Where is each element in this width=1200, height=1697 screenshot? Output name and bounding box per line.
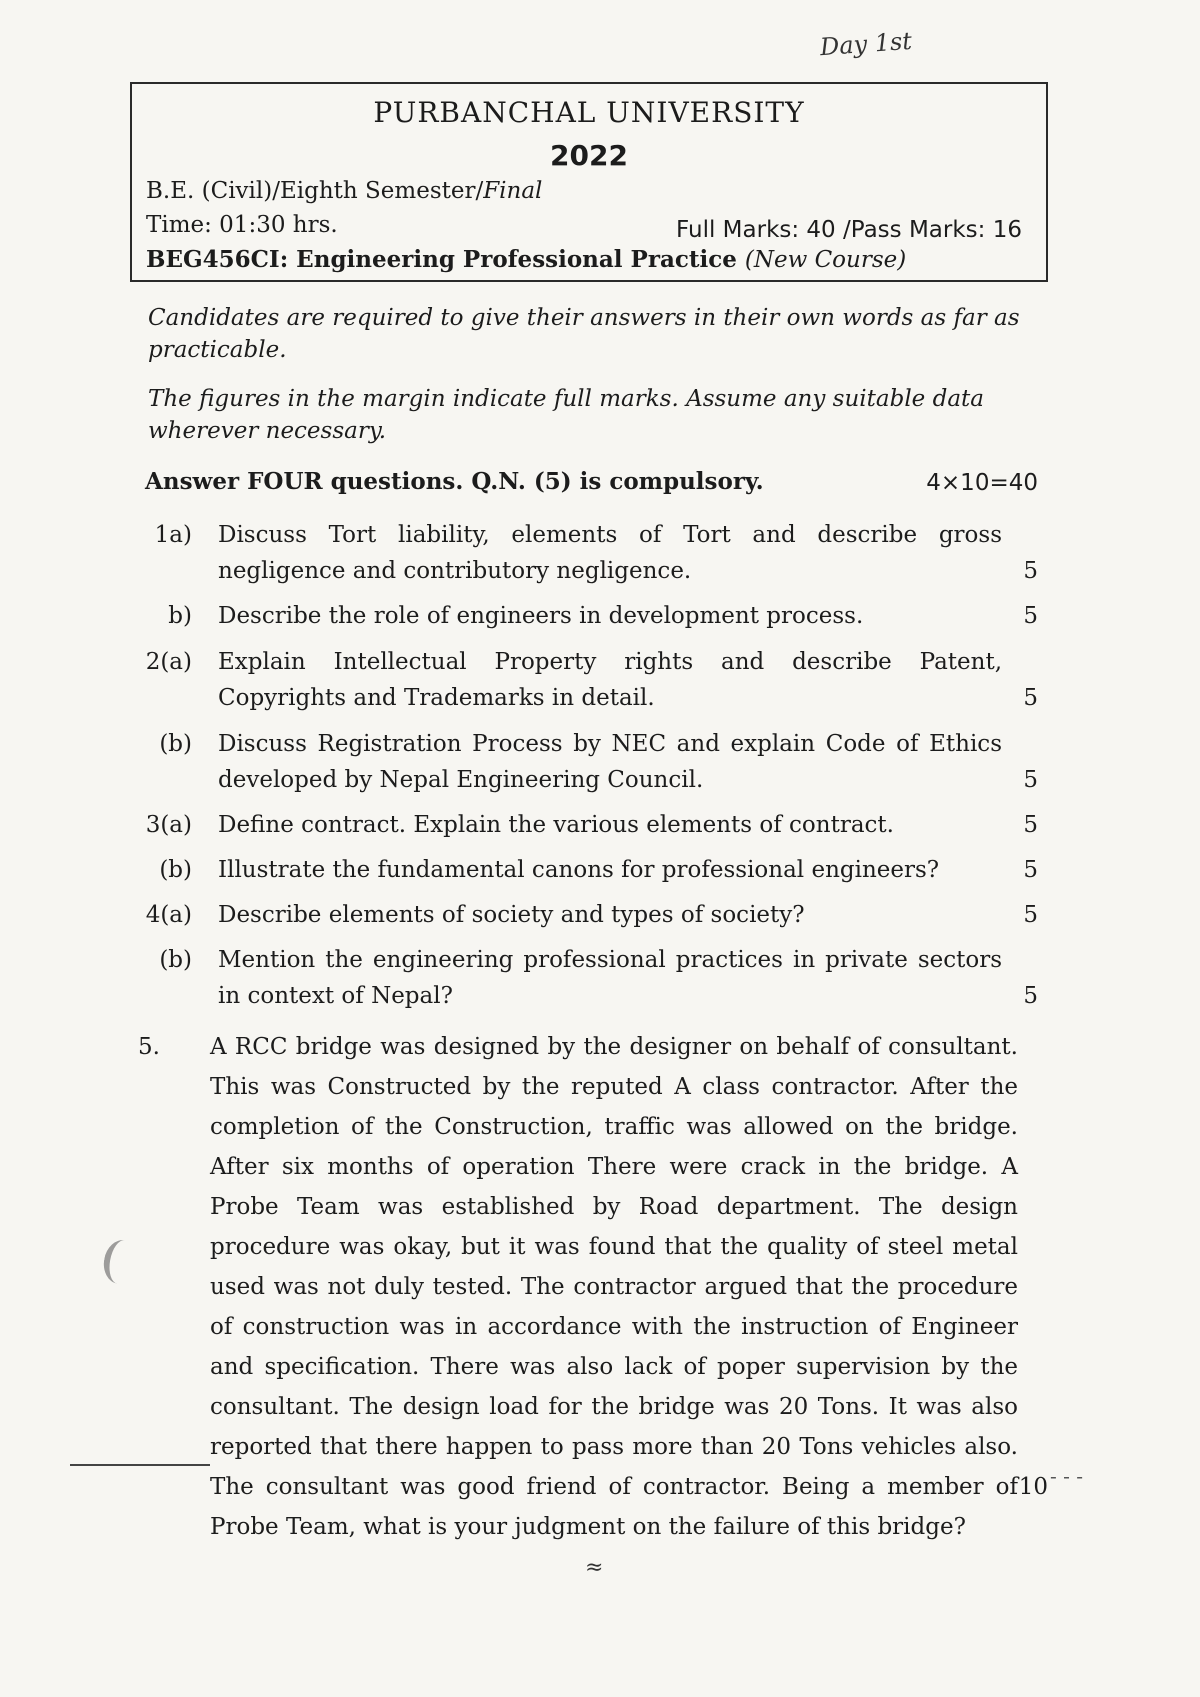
question-marks: 5 [1023, 902, 1038, 928]
question-4a [130, 897, 1038, 933]
handwritten-note: Day 1st [819, 26, 913, 62]
question-4b [130, 942, 1038, 1014]
answer-label: Answer FOUR questions. Q.N. (5) is compulsory. [145, 468, 764, 495]
marks-info: Full Marks: 40 /Pass Marks: 16 [676, 217, 1022, 243]
question-text: Discuss Tort liability, elements of Tort and describe gross negligence and contributory negligence. [218, 522, 1002, 584]
question-marks: 5 [1023, 767, 1038, 793]
question-text: A RCC bridge was designed by the designer on behalf of consultant. This was Constructed by the reputed A class contractor. After the completion of the Construction, traffic was allowed on the bridge. After six months of operation There were crack in the bridge. A Probe Team was established by Road department. The design procedure was okay, but it was found that the quality of steel metal used was not duly tested. The contractor argued that the procedure of construction was in accordance with the instruction of Engineer and specification. There was also lack of poper supervision by the consultant. The design load for the bridge was 20 Tons. It was also reported that there happen to pass more than 20 Tons vehicles also. The consultant was good friend of contractor. Being a member of Probe Team, what is your judgment on the failure of this bridge? [210, 1034, 1018, 1540]
question-text: Describe the role of engineers in development process. [218, 603, 864, 629]
instruction-1: Candidates are required to give their answers in their own words as far as practicable. [148, 305, 1020, 363]
answer-instruction [145, 468, 1038, 495]
question-text: Define contract. Explain the various elements of contract. [218, 812, 894, 838]
question-1b [130, 598, 1038, 634]
time-allowed: Time: 01:30 hrs. [146, 212, 338, 238]
question-3b [130, 852, 1038, 888]
course-title [146, 246, 906, 273]
program-line [146, 178, 542, 204]
question-marks: 5 [1023, 812, 1038, 838]
university-name: PURBANCHAL UNIVERSITY [373, 96, 805, 129]
scan-smudge [100, 1237, 141, 1286]
question-marks: 5 [1023, 603, 1038, 629]
question-2b [130, 726, 1038, 798]
question-text: Discuss Registration Process by NEC and explain Code of Ethics developed by Nepal Engineering Council. [218, 731, 1002, 793]
course-code: BEG456CI: Engineering Professional Practice [146, 246, 737, 273]
question-number: (b) [159, 857, 192, 883]
question-number: 2(a) [145, 649, 192, 675]
exam-header [130, 82, 1048, 282]
question-text: Illustrate the fundamental canons for professional engineers? [218, 857, 940, 883]
question-text: Mention the engineering professional practices in private sectors in context of Nepal? [218, 947, 1002, 1009]
question-number: b) [168, 603, 192, 629]
scan-dash: - - - [1050, 1464, 1083, 1488]
footer-mark: ≈ [585, 1555, 604, 1580]
question-number: 5. [138, 1034, 160, 1060]
program-final: Final [483, 178, 543, 204]
question-number: 1a) [154, 522, 192, 548]
question-2a [130, 644, 1038, 716]
program-text: B.E. (Civil)/Eighth Semester/ [146, 178, 484, 204]
instruction-2: The figures in the margin indicate full marks. Assume any suitable data wherever necessary. [148, 386, 984, 444]
question-1a [130, 517, 1038, 589]
question-marks: 5 [1023, 685, 1038, 711]
scan-line [70, 1464, 210, 1466]
question-marks: 10 [1018, 1474, 1048, 1500]
question-text: Explain Intellectual Property rights and describe Patent, Copyrights and Trademarks in detail. [218, 649, 1002, 711]
question-marks: 5 [1023, 983, 1038, 1009]
course-note: (New Course) [744, 247, 907, 273]
question-number: 3(a) [145, 812, 192, 838]
question-number: (b) [159, 731, 192, 757]
question-marks: 5 [1023, 558, 1038, 584]
question-marks: 5 [1023, 857, 1038, 883]
exam-year: 2022 [550, 139, 628, 172]
question-number: 4(a) [145, 902, 192, 928]
question-number: (b) [159, 947, 192, 973]
question-3a [130, 807, 1038, 843]
question-text: Describe elements of society and types of society? [218, 902, 805, 928]
answer-total: 4×10=40 [926, 470, 1038, 496]
